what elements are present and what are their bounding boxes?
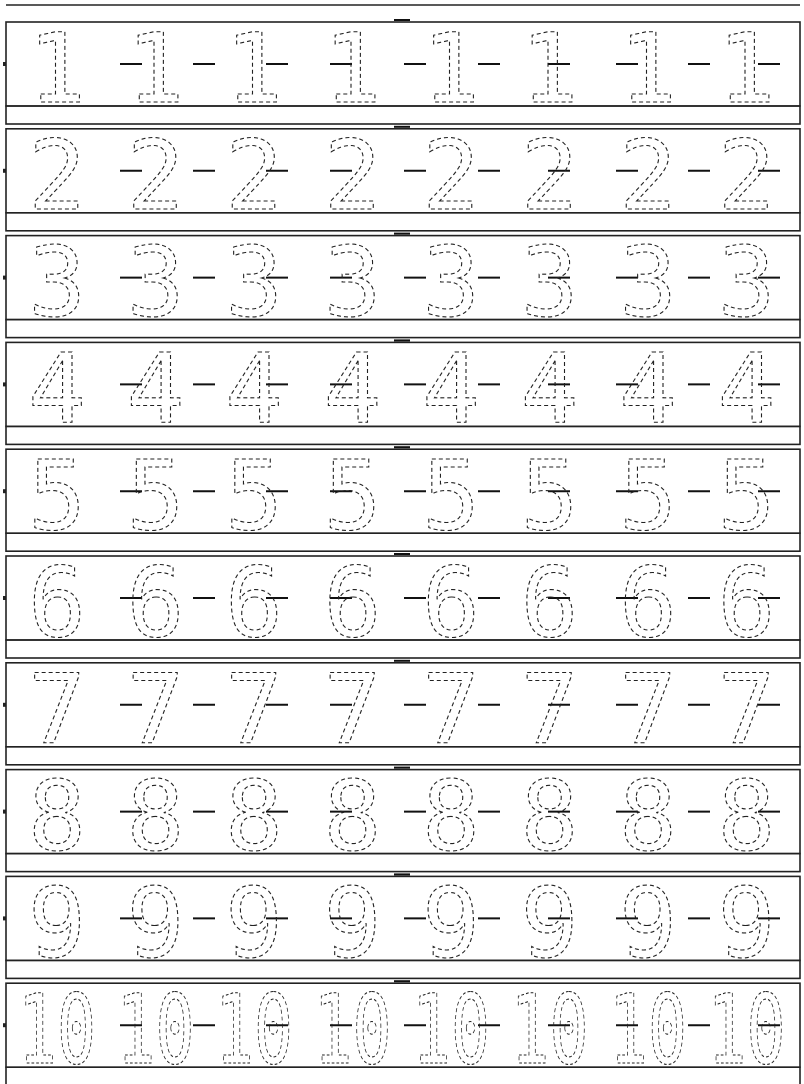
tracing-digit: 9 [126, 867, 185, 980]
tracing-digit: 8 [28, 760, 86, 873]
margin-dot [3, 276, 6, 280]
tracing-digit: 3 [28, 226, 86, 339]
margin-dot [3, 916, 6, 920]
tracing-digit: 4 [225, 333, 283, 446]
tracing-digit: 10 [412, 974, 490, 1084]
margin-dot [3, 810, 6, 814]
tracing-digit: 7 [619, 653, 677, 766]
tracing-digit: 9 [619, 867, 677, 980]
tracing-digit: 6 [28, 547, 86, 659]
tracing-digit: 7 [225, 653, 283, 766]
tracing-digit: 9 [422, 867, 480, 980]
tracing-digit: 10 [313, 974, 392, 1084]
tracing-digit: 6 [619, 547, 677, 659]
tracing-digit: 4 [619, 333, 677, 446]
tracing-digit: 2 [28, 119, 86, 232]
tracing-digit: 1 [28, 13, 86, 125]
tracing-digit: 2 [619, 119, 677, 232]
tracing-digit: 4 [28, 333, 86, 446]
margin-dot [3, 382, 6, 386]
margin-dot [3, 169, 6, 173]
tracing-digit: 7 [28, 653, 86, 766]
tracing-digit: 9 [717, 867, 776, 980]
margin-dot [3, 596, 6, 600]
tracing-digit: 2 [225, 119, 283, 232]
tracing-digit: 10 [609, 974, 687, 1084]
margin-dot [3, 1023, 6, 1027]
tracing-digit: 8 [520, 760, 579, 873]
tracing-digit: 1 [520, 13, 579, 125]
tracing-digit: 2 [520, 119, 579, 232]
tracing-digit: 7 [422, 653, 480, 766]
tracing-digit: 3 [323, 226, 382, 339]
tracing-digit: 5 [323, 440, 382, 553]
tracing-digit: 8 [126, 760, 185, 873]
tracing-digit: 9 [323, 867, 382, 980]
tracing-digit: 5 [28, 440, 86, 553]
margin-dot [3, 489, 6, 493]
tracing-digit: 8 [323, 760, 382, 873]
tracing-digit: 9 [225, 867, 283, 980]
tracing-digit: 1 [323, 13, 382, 125]
tracing-digit: 1 [717, 13, 776, 125]
tracing-digit: 8 [717, 760, 776, 873]
tracing-digit: 4 [323, 333, 382, 446]
tracing-digit: 4 [422, 333, 480, 446]
tracing-digit: 9 [520, 867, 579, 980]
tracing-digit: 9 [28, 867, 86, 980]
tracing-digit: 2 [717, 119, 776, 232]
tracing-digit: 10 [18, 974, 96, 1084]
tracing-digit: 7 [126, 653, 185, 766]
tracing-digit: 5 [422, 440, 480, 553]
tracing-digit: 10 [215, 974, 293, 1084]
tracing-digit: 1 [422, 13, 480, 125]
tracing-digit: 6 [422, 547, 480, 659]
tracing-digit: 4 [717, 333, 776, 446]
tracing-digit: 10 [707, 974, 786, 1084]
tracing-digit: 3 [717, 226, 776, 339]
tracing-digit: 10 [510, 974, 589, 1084]
tracing-digit: 3 [422, 226, 480, 339]
tracing-digit: 3 [126, 226, 185, 339]
tracing-digit: 1 [619, 13, 677, 125]
tracing-digit: 3 [225, 226, 283, 339]
tracing-digit: 2 [422, 119, 480, 232]
tracing-digit: 5 [619, 440, 677, 553]
margin-dot [3, 62, 6, 66]
tracing-digit: 8 [225, 760, 283, 873]
tracing-digit: 6 [520, 547, 579, 659]
margin-dot [3, 703, 6, 707]
tracing-digit: 6 [717, 547, 776, 659]
tracing-digit: 6 [323, 547, 382, 659]
tracing-digit: 7 [717, 653, 776, 766]
tracing-digit: 1 [126, 13, 185, 125]
tracing-digit: 4 [520, 333, 579, 446]
tracing-digit: 6 [225, 547, 283, 659]
tracing-digit: 7 [323, 653, 382, 766]
tracing-digit: 6 [126, 547, 185, 659]
tracing-digit: 4 [126, 333, 185, 446]
tracing-digit: 2 [323, 119, 382, 232]
tracing-digit: 5 [225, 440, 283, 553]
tracing-digit: 7 [520, 653, 579, 766]
tracing-digit: 5 [520, 440, 579, 553]
tracing-digit: 8 [422, 760, 480, 873]
tracing-digit: 5 [717, 440, 776, 553]
tracing-digit: 10 [116, 974, 195, 1084]
tracing-digit: 5 [126, 440, 185, 553]
tracing-digit: 3 [520, 226, 579, 339]
tracing-digit: 3 [619, 226, 677, 339]
tracing-digit: 2 [126, 119, 185, 232]
tracing-digit: 1 [225, 13, 283, 125]
tracing-digit: 8 [619, 760, 677, 873]
